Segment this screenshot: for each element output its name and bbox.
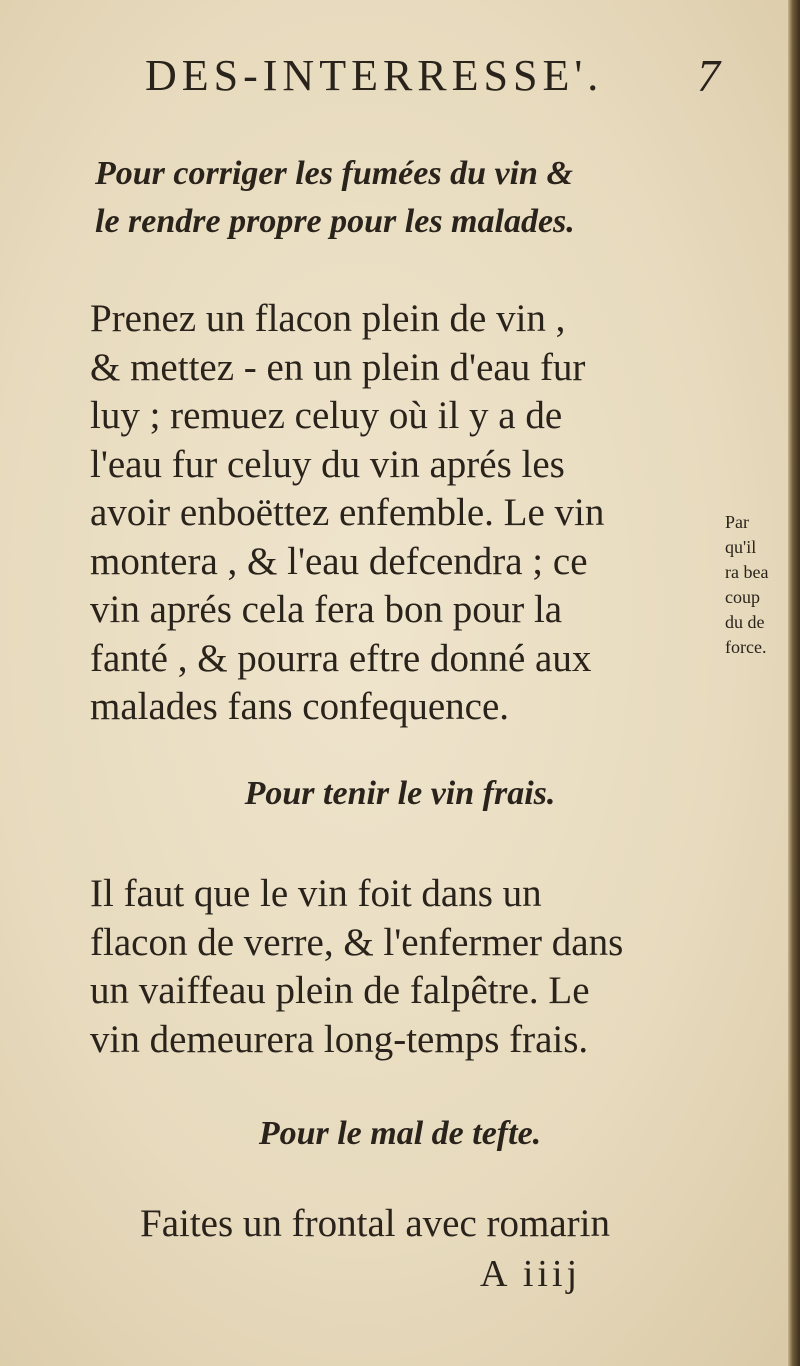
text-line: avoir enboëttez enfemble. Le vin (90, 491, 605, 534)
signature-mark: A iiij (480, 1253, 582, 1295)
margin-note-line: Par (725, 512, 749, 532)
section-heading-smoke (95, 150, 575, 246)
text-line: montera , & l'eau defcendra ; ce (90, 539, 588, 583)
text-line: l'eau fur celuy du vin aprés les (90, 442, 565, 486)
heading-line: le rendre propre pour les malades. (95, 203, 575, 240)
text-line: vin aprés cela fera bon pour la (90, 588, 563, 631)
text-line: & mettez - en un plein d'eau fur (90, 345, 586, 389)
text-line: flacon de verre, & l'enfermer dans (90, 920, 624, 964)
text-line: luy ; remuez celuy où il y a de (90, 394, 563, 437)
margin-note-line: qu'il (725, 537, 757, 557)
section-heading-cool-wine: Pour tenir le vin frais. (244, 775, 556, 812)
margin-note (725, 510, 793, 660)
text-line: fanté , & pourra eftre donné aux (90, 636, 592, 680)
running-head (145, 44, 725, 108)
text-line: Faites un frontal avec romarin (140, 1202, 610, 1245)
paragraph-headache (140, 1200, 720, 1249)
text-line: Il faut que le vin foit dans un (90, 872, 542, 915)
page-edge (788, 0, 800, 1366)
text-line: vin demeurera long-temps frais. (90, 1017, 589, 1061)
margin-note-line: coup (725, 587, 760, 607)
margin-note-line: force. (725, 637, 767, 657)
paragraph-cool-wine (90, 870, 715, 1064)
margin-note-line: ra bea (725, 562, 769, 582)
text-line: Prenez un flacon plein de vin , (90, 297, 566, 340)
heading-line: Pour corriger les fumées du vin & (95, 155, 573, 192)
text-line: un vaiffeau plein de falpêtre. Le (90, 969, 590, 1012)
paragraph-smoke (90, 295, 715, 732)
page-number: 7 (697, 50, 725, 101)
text-line: malades fans confequence. (90, 685, 510, 728)
section-heading-headache: Pour le mal de tefte. (258, 1115, 542, 1152)
running-title: DES-INTERRESSE'. (145, 51, 604, 100)
margin-note-line: du de (725, 612, 765, 632)
